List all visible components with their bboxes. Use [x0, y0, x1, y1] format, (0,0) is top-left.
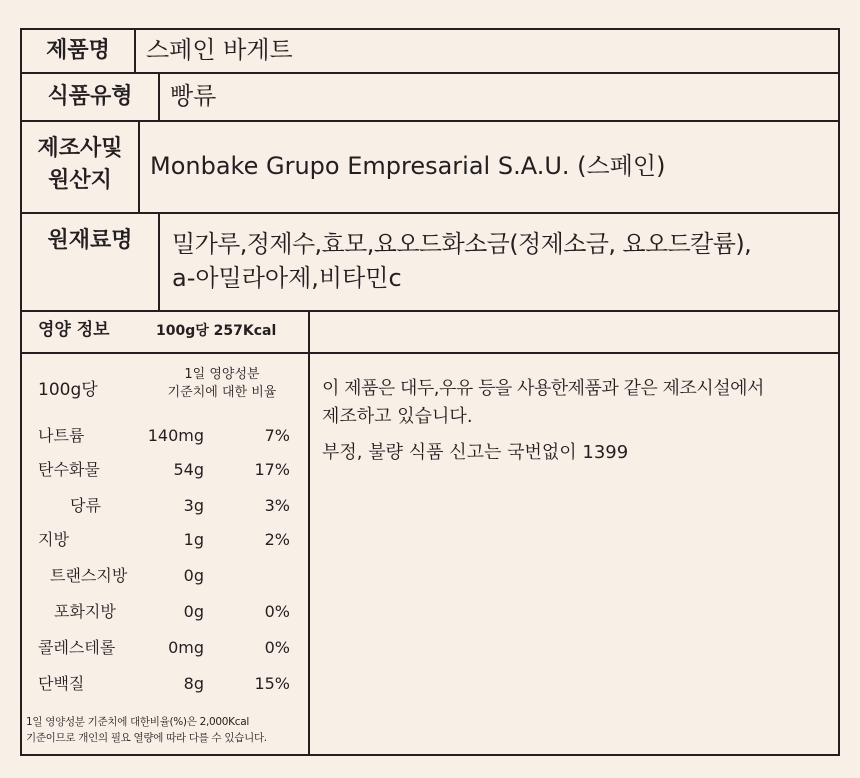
- divider: [158, 72, 160, 120]
- nutrient-amount: 54g: [173, 460, 204, 479]
- divider: [22, 352, 838, 354]
- nutrient-name: 콜레스테롤: [38, 638, 116, 657]
- product-name-label: 제품명: [46, 38, 110, 63]
- food-type-value: 빵류: [170, 82, 217, 110]
- nutrition-per-amount: 100g당 257Kcal: [156, 323, 277, 339]
- nutrient-name: 포화지방: [54, 602, 116, 621]
- nutrient-name: 트랜스지방: [50, 566, 128, 585]
- nutrient-percent: 2%: [264, 530, 290, 549]
- divider: [134, 30, 136, 72]
- nutrient-name: 단백질: [38, 674, 85, 693]
- nutrient-percent: 17%: [254, 460, 290, 479]
- nutrient-percent: 0%: [264, 602, 290, 621]
- manufacturer-label: 제조사및: [37, 136, 123, 161]
- divider: [22, 212, 838, 214]
- divider: [158, 212, 160, 310]
- divider: [308, 310, 310, 756]
- manufacturer-value: Monbake Grupo Empresarial S.A.U. (스페인): [150, 152, 666, 180]
- divider: [22, 72, 838, 74]
- nutrient-amount: 1g: [183, 530, 204, 549]
- ingredients-line-1: 밀가루,정제수,효모,요오드화소금(정제소금, 요오드칼륨),: [172, 230, 752, 258]
- ingredients-label: 원재료명: [47, 228, 133, 253]
- allergen-notice-line-2: 제조하고 있습니다.: [322, 406, 473, 427]
- allergen-notice-line-1: 이 제품은 대두,우유 등을 사용한제품과 같은 제조시설에서: [322, 378, 764, 399]
- product-name-value: 스페인 바게트: [146, 36, 293, 64]
- food-type-label: 식품유형: [47, 84, 133, 109]
- column-header-ratio-2: 기준치에 대한 비율: [167, 385, 277, 400]
- nutrient-amount: 0g: [183, 602, 204, 621]
- nutrient-percent: 7%: [264, 426, 290, 445]
- divider: [138, 120, 140, 212]
- label-table: [20, 28, 840, 756]
- report-hotline-notice: 부정, 불량 식품 신고는 국번없이 1399: [322, 442, 629, 463]
- divider: [22, 120, 838, 122]
- column-header-amount: 100g당: [38, 380, 98, 400]
- origin-label: 원산지: [48, 168, 112, 193]
- nutrient-amount: 8g: [183, 674, 204, 693]
- nutrient-amount: 3g: [183, 496, 204, 515]
- nutrient-amount: 0g: [183, 566, 204, 585]
- nutrition-footnote-2: 기준이므로 개인의 필요 열량에 따라 다를 수 있습니다.: [26, 732, 267, 744]
- divider: [22, 310, 838, 312]
- nutrient-name: 당류: [70, 496, 101, 515]
- nutrient-percent: 0%: [264, 638, 290, 657]
- nutrient-percent: 15%: [254, 674, 290, 693]
- nutrient-amount: 140mg: [147, 426, 204, 445]
- nutrient-name: 지방: [38, 530, 69, 549]
- column-header-ratio-1: 1일 영양성분: [184, 367, 260, 382]
- nutrient-name: 나트륨: [38, 426, 85, 445]
- nutrition-footnote-1: 1일 영양성분 기준치에 대한비율(%)은 2,000Kcal: [26, 716, 249, 728]
- nutrient-amount: 0mg: [168, 638, 204, 657]
- nutrient-percent: 3%: [264, 496, 290, 515]
- nutrient-name: 탄수화물: [38, 460, 100, 479]
- nutrition-title: 영양 정보: [38, 320, 110, 340]
- ingredients-line-2: a-아밀라아제,비타민c: [172, 264, 402, 292]
